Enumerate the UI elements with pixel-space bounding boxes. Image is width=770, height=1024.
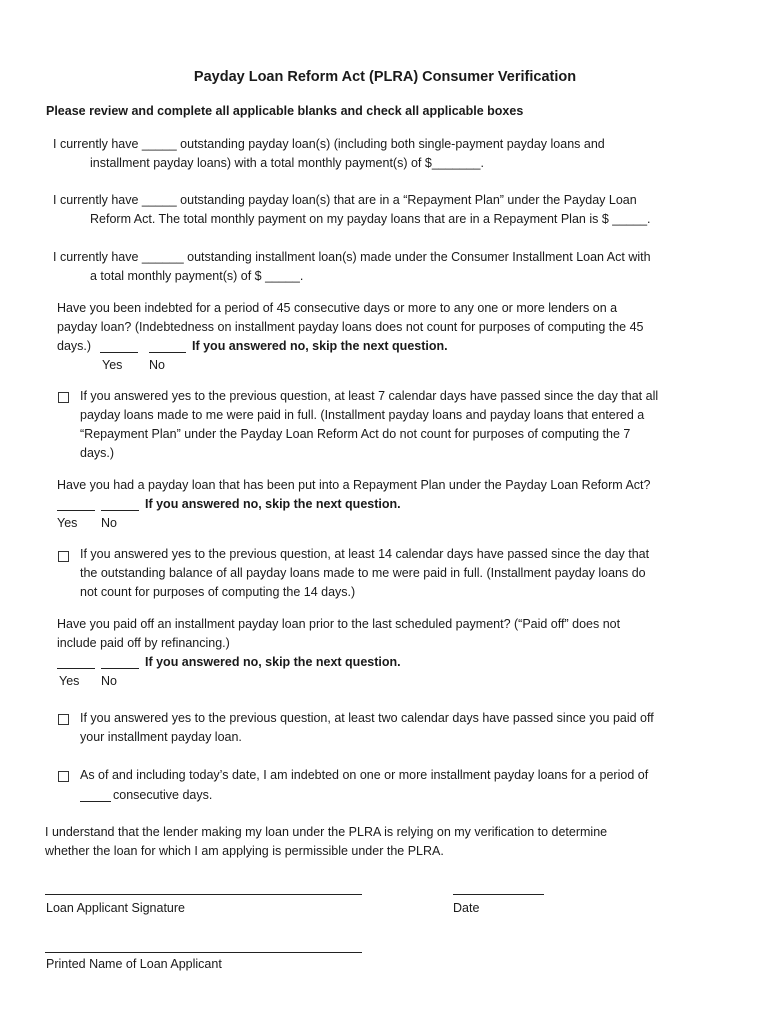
date-label: Date (453, 901, 480, 915)
q2-skip-note: If you answered no, skip the next question. (145, 497, 401, 511)
q1-no-label: No (149, 358, 165, 372)
check2-line-1: If you answered yes to the previous question, at least 14 calendar days have passed since the day that (80, 547, 650, 561)
q3-skip-note: If you answered no, skip the next question. (145, 655, 401, 669)
q3-yes-label: Yes (59, 674, 80, 688)
consecutive-days-blank[interactable] (80, 801, 111, 802)
check2-line-3: not count for purposes of computing the 14 days.) (80, 585, 356, 599)
q2-no-blank[interactable] (101, 510, 139, 511)
q1-skip-note: If you answered no, skip the next question. (192, 339, 448, 353)
q3-line-1: Have you paid off an installment payday loan prior to the last scheduled payment? (“Paid off” does not (57, 617, 621, 631)
signature-line[interactable] (45, 894, 362, 895)
check1-line-2: payday loans made to me were paid in full. (Installment payday loans and payday loans that entered a (80, 408, 645, 422)
q2-line-1: Have you had a payday loan that has been put into a Repayment Plan under the Payday Loan Reform Act? (57, 478, 651, 492)
instructions: Please review and complete all applicable blanks and check all applicable boxes (46, 104, 524, 118)
check4-box[interactable] (58, 768, 69, 786)
loans-count-line-2: installment payday loans) with a total monthly payment(s) of $_______. (90, 156, 484, 170)
q2-yes-label: Yes (57, 516, 78, 530)
q1-line-3: days.) (57, 339, 92, 353)
loans-count-line-1: I currently have _____ outstanding payday loan(s) (including both single-payment payday loans and (53, 137, 605, 151)
q3-no-blank[interactable] (101, 668, 139, 669)
q3-no-label: No (101, 674, 117, 688)
acknowledgement-line-2: whether the loan for which I am applying is permissible under the PLRA. (45, 844, 444, 858)
check3-box[interactable] (58, 711, 69, 729)
installment-loans-line-2: a total monthly payment(s) of $ _____. (90, 269, 304, 283)
q3-line-2: include paid off by refinancing.) (57, 636, 230, 650)
check1-line-4: days.) (80, 446, 115, 460)
check2-line-2: the outstanding balance of all payday loans made to me were paid in full. (Installment payday loans do (80, 566, 646, 580)
printed-name-line[interactable] (45, 952, 362, 953)
check4-line-2: consecutive days. (113, 788, 213, 802)
signature-label: Loan Applicant Signature (46, 901, 185, 915)
check2-box[interactable] (58, 548, 69, 566)
check3-line-1: If you answered yes to the previous question, at least two calendar days have passed since you paid off (80, 711, 654, 725)
q3-yes-blank[interactable] (57, 668, 95, 669)
date-line[interactable] (453, 894, 544, 895)
q2-no-label: No (101, 516, 117, 530)
check3-line-2: your installment payday loan. (80, 730, 242, 744)
check1-line-3: “Repayment Plan” under the Payday Loan Reform Act do not count for purposes of computing the 7 (80, 427, 631, 441)
q1-yes-blank[interactable] (100, 352, 138, 353)
q1-yes-label: Yes (102, 358, 123, 372)
repayment-plan-line-1: I currently have _____ outstanding payday loan(s) that are in a “Repayment Plan” under the Payday Loan (53, 193, 637, 207)
q1-line-2: payday loan? (Indebtedness on installment payday loans does not count for purposes of computing the 45 (57, 320, 644, 334)
acknowledgement-line-1: I understand that the lender making my loan under the PLRA is relying on my verification to determine (45, 825, 608, 839)
page-title: Payday Loan Reform Act (PLRA) Consumer Verification (193, 69, 577, 85)
q1-line-1: Have you been indebted for a period of 45 consecutive days or more to any one or more lenders on a (57, 301, 618, 315)
q1-no-blank[interactable] (149, 352, 186, 353)
printed-name-label: Printed Name of Loan Applicant (46, 957, 222, 971)
check4-line-1: As of and including today’s date, I am indebted on one or more installment payday loans for a period of (80, 768, 649, 782)
installment-loans-line-1: I currently have ______ outstanding installment loan(s) made under the Consumer Installment Loan Act with (53, 250, 651, 264)
q2-yes-blank[interactable] (57, 510, 95, 511)
check1-line-1: If you answered yes to the previous question, at least 7 calendar days have passed since the day that all (80, 389, 659, 403)
check1-box[interactable] (58, 389, 69, 407)
repayment-plan-line-2: Reform Act. The total monthly payment on my payday loans that are in a Repayment Plan is $ _____. (90, 212, 651, 226)
